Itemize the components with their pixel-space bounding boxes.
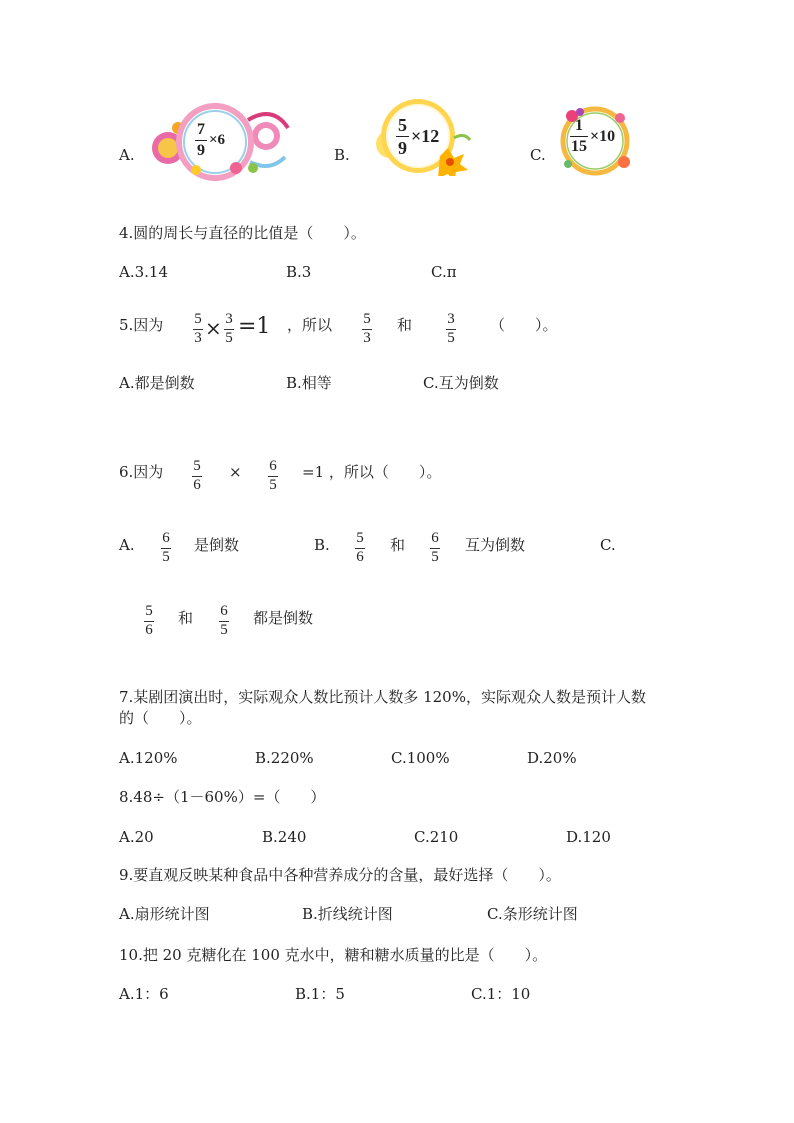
q5-f2-den: 5 [225,329,233,346]
q3-b-numerator: 5 [398,115,407,135]
q3-option-c-label[interactable]: C. [530,146,546,164]
q6-option-c-and: 和 [178,609,194,627]
q5-tail: （ ）。 [490,316,558,334]
q3-option-a-badge[interactable] [138,100,293,186]
q4-option-b[interactable]: B.3 [286,263,312,281]
q4-option-c[interactable]: C.π [431,263,457,281]
q5-fraction-3 [362,312,372,347]
q6-f1-num: 5 [193,458,201,474]
q5-fraction-2 [224,312,234,347]
q6-option-b-label[interactable]: B. [314,536,330,554]
q6-option-c-fraction-1 [144,604,154,639]
q6-a-num: 6 [162,530,170,546]
q3-a-numerator: 7 [197,121,205,138]
q10-option-c[interactable]: C.1：10 [471,985,531,1003]
q6-f2-den: 5 [269,476,277,493]
q7-option-a[interactable]: A.120% [119,749,178,767]
q7-option-c[interactable]: C.100% [391,749,450,767]
q3-option-b-badge[interactable] [368,98,476,180]
q8-option-d[interactable]: D.120 [566,828,611,846]
q8-option-b[interactable]: B.240 [262,828,307,846]
q10-option-a[interactable]: A.1：6 [119,985,169,1003]
q3-a-denominator: 9 [197,142,205,159]
q4-option-a[interactable]: A.3.14 [119,263,168,281]
q3-b-operator: ×12 [411,126,440,146]
q6-option-a-text: 是倒数 [194,536,240,554]
q7-option-b[interactable]: B.220% [255,749,314,767]
q7-stem-line-1: 7.某剧团演出时，实际观众人数比预计人数多 120%，实际观众人数是预计人数 [119,688,646,706]
q9-stem: 9.要直观反映某种食品中各种营养成分的含量，最好选择（ ）。 [119,866,561,884]
q6-option-a-fraction [161,531,171,566]
q6-option-b-fraction-2 [430,531,440,566]
q3-b-denominator: 9 [398,138,407,158]
q3-c-operator: ×10 [590,127,616,145]
q6-option-a-label[interactable]: A. [119,536,135,554]
q7-option-d[interactable]: D.20% [527,749,577,767]
q6-b-f2-num: 6 [431,530,439,546]
q3-option-b-label[interactable]: B. [334,146,350,164]
q5-f3-den: 3 [363,329,371,346]
q6-f1-den: 6 [193,476,201,493]
q5-f4-den: 5 [447,329,455,346]
q10-stem: 10.把 20 克糖化在 100 克水中，糖和糖水质量的比是（ ）。 [119,946,548,964]
q8-option-c[interactable]: C.210 [414,828,459,846]
q5-f1-num: 5 [194,311,202,327]
q3-a-operator: ×6 [209,132,226,148]
q9-option-c[interactable]: C.条形统计图 [487,905,578,923]
q6-a-den: 5 [162,548,170,565]
q6-times: × [229,463,242,481]
q6-c-f2-num: 6 [220,603,228,619]
q3-c-denominator: 15 [571,138,587,155]
q9-option-a[interactable]: A.扇形统计图 [119,905,210,923]
q5-option-b[interactable]: B.相等 [286,374,332,392]
q6-b-f1-den: 6 [356,548,364,565]
q5-f1-den: 3 [194,329,202,346]
q5-option-a[interactable]: A.都是倒数 [119,374,195,392]
q5-f4-num: 3 [447,311,455,327]
q5-and: 和 [397,316,413,334]
q5-f3-num: 5 [363,311,371,327]
q6-c-f2-den: 5 [220,621,228,638]
q6-option-b-and: 和 [390,536,406,554]
q6-option-c-fraction-2 [219,604,229,639]
q7-stem-line-2: 的（ ）。 [119,709,202,727]
q6-option-b-text: 互为倒数 [465,536,526,554]
q5-equals-one: =1 [238,314,271,339]
q6-option-b-fraction-1 [355,531,365,566]
q6-option-c-label[interactable]: C. [600,536,616,554]
q6-f2-num: 6 [269,458,277,474]
q6-prefix: 6.因为 [119,463,164,481]
q6-option-c-text: 都是倒数 [253,609,314,627]
q6-c-f1-den: 6 [145,621,153,638]
q10-option-b[interactable]: B.1：5 [295,985,345,1003]
q5-mid: ，所以 [287,316,333,334]
q6-tail: =1 ，所以（ ）。 [302,463,442,481]
q5-fraction-1 [193,312,203,347]
q6-c-f1-num: 5 [145,603,153,619]
q6-b-f2-den: 5 [431,548,439,565]
q6-b-f1-num: 5 [356,530,364,546]
q8-option-a[interactable]: A.20 [119,828,154,846]
q4-stem: 4.圆的周长与直径的比值是（ ）。 [119,224,366,242]
q5-option-c[interactable]: C.互为倒数 [423,374,499,392]
q3-option-a-label[interactable]: A. [119,146,135,164]
q5-times: × [205,316,222,340]
q3-option-c-badge[interactable] [558,104,632,182]
q6-fraction-1 [192,459,202,494]
q5-fraction-4 [446,312,456,347]
q8-stem: 8.48÷（1－60%）=（ ） [119,788,326,806]
q3-c-numerator: 1 [575,117,583,134]
q5-f2-num: 3 [225,311,233,327]
q5-prefix: 5.因为 [119,316,164,334]
q6-fraction-2 [268,459,278,494]
q9-option-b[interactable]: B.折线统计图 [302,905,393,923]
